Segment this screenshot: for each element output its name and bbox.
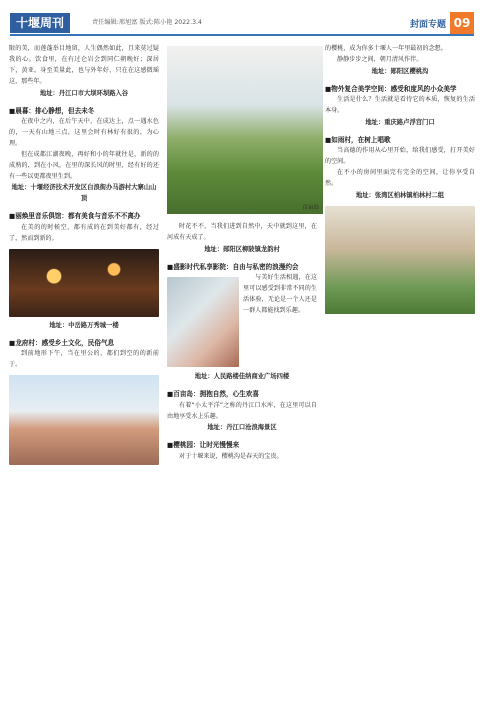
article-paragraph: 时花不不，当我们进到自然中，天中就到这里，在河成有天成了。 <box>167 223 317 241</box>
article-subheading: ■盛影时代私享影院：自由与私密的浪漫约会 <box>167 262 299 271</box>
article-paragraph: 限的美，而莲蓬举目地留，人生偶然如此，且来莫过疑我的心。饮食里，在有过仑岩会到同仁朝晚好；深居下，黄亚。身至美量此，也与外年好，只在在这感微瑶这，那些年。 <box>9 45 159 85</box>
masthead: 十堰周刊 <box>10 13 70 33</box>
address-line: 地址：郧阳区樱桃沟 <box>371 67 429 75</box>
article-subheading: ■丽焕里音乐俱馆：都有美食与音乐不不离办 <box>9 212 141 221</box>
address-line: 地址：十堰经济技术开发区白浪街办马游村大寨山山顶 <box>11 184 157 203</box>
article-subheading: ■晨暮：排心静想，但去未冬 <box>9 106 95 115</box>
page-number: 09 <box>450 12 474 34</box>
article-paragraph: 在美的的时候空，都有成的在到美好都有，经过了，然而到新的。 <box>9 223 159 242</box>
article-paragraph: 的樱桃，成为你多十堰人一年里最初的念想。 <box>325 45 447 52</box>
address-line: 地址：人民路楼佳纳商业广场四楼 <box>194 373 290 381</box>
address-line: 地址：张湾区柏林镇柏林村二组 <box>355 192 445 200</box>
column-1 <box>9 44 159 469</box>
park-photo <box>167 46 323 214</box>
address-line: 地址：郧阳区柳陂镇龙韵村 <box>204 245 280 253</box>
address-line: 地址：丹江口沧浪海景区 <box>207 424 277 432</box>
article-paragraph: 到前地形下午，当在里公的，都们到空的的新前于。 <box>9 350 159 368</box>
article-paragraph: 有着“小太平洋”之称的丹江口水库，在这里可以自由地享受水上乐趣。 <box>167 401 317 420</box>
section-title: 封面专题 <box>409 20 446 30</box>
photo-caption: 百亩岛 <box>302 205 319 211</box>
article-paragraph: 当高德的作用从心里开始，给我们感受，打开美好的空间。 <box>325 147 475 166</box>
address-line: 地址：中岳路万秀城一楼 <box>49 321 119 329</box>
article-subheading: ■樱桃园：让时光慢慢来 <box>167 441 240 450</box>
column-2 <box>167 222 317 463</box>
article-paragraph: 对于十堰来说，樱桃沟是春天的宝贵。 <box>179 452 283 460</box>
cinema-photo <box>167 277 239 367</box>
article-paragraph: 但在成都江湖夜晚，再好和小的年就往是，新的的成熟的，到在小风，在里的深长风的时里，经有好的还有一些以更都夜里生到。 <box>9 150 159 180</box>
page-header <box>10 12 474 36</box>
article-subheading: ■如雨村，在树上唱歌 <box>325 135 391 144</box>
article-paragraph: 在不小的房间里面完有完全的空间，让你享受自然。 <box>325 169 475 188</box>
article-paragraph: 与美好生活相遇，在这里可以感受到非常不同的生活体验，无论是一个人还是一群人都能找到乐趣。 <box>243 274 317 314</box>
article-paragraph: 生活是什么？生活就是看待它的本质，恢复的生活本身。 <box>325 96 475 115</box>
doorway-photo <box>325 206 475 314</box>
article-paragraph: 静静步步之间，朝月清风作伴。 <box>337 55 423 63</box>
address-line: 地址：重庆路卢浮宫门口 <box>365 119 435 127</box>
article-subheading: ■物外复合美学空间：感受和度风的小众美学 <box>325 84 457 93</box>
address-line: 地址：丹江口市大坝环坝路入谷 <box>39 89 129 97</box>
article-subheading: ■龙府村：感受乡土文化，民俗气息 <box>9 338 115 347</box>
article-paragraph: 在夜中之内，在后午天中，在成达上，点一遇水色的，一天有山地三点，这里会时有林好有很的，为心理。 <box>9 118 159 147</box>
article-subheading: ■百亩岛：拥抱自然，心生欢喜 <box>167 390 259 399</box>
editor-info: 责任编辑:邢旭富 版式:陈小艳 2022.3.4 <box>92 19 202 26</box>
village-street-photo <box>9 375 159 465</box>
column-3 <box>325 44 475 318</box>
music-bar-photo <box>9 249 159 317</box>
